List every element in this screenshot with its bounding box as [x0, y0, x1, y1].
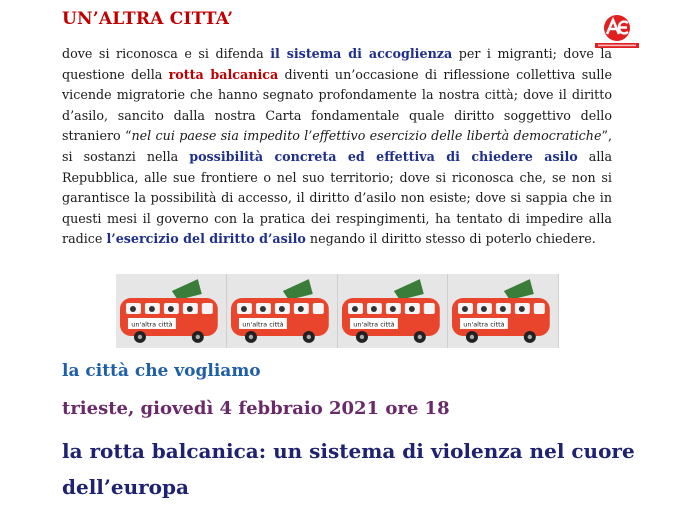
bus-illustration [116, 274, 227, 348]
bus-label: un'altra città [241, 320, 284, 329]
bus-illustration [448, 274, 559, 348]
constitution-quote: nel cui paese sia impedito l’effettivo esercizio delle libertà democratiche [131, 128, 602, 144]
highlight-chiedere-asilo: possibilità concreta ed effettiva di chiedere asilo [189, 148, 578, 164]
bus-illustration [338, 274, 449, 348]
bus-illustration [227, 274, 338, 348]
bus-label: un'altra città [463, 320, 505, 329]
event-topic: la rotta balcanica: un sistema di violenza nel cuore dell’europa [62, 439, 635, 499]
bus-label: un'altra città [352, 320, 395, 329]
bus-label: un'altra città [131, 320, 173, 329]
subtitle-citta: la città che vogliamo [62, 361, 261, 381]
page-title: UN’ALTRA CITTA’ [62, 9, 234, 29]
highlight-rotta-balcanica: rotta balcanica [168, 66, 279, 82]
highlight-diritto-asilo: l’esercizio del diritto d’asilo [106, 231, 306, 247]
manifesto-paragraph: dove si riconosca e si difenda il sistema di accoglienza per i migranti; dove la questione della rotta balcanica diventi un’occasione di riflessione collettiva sulle vicende migratorie che hanno segnato profondamente la nostra città; dove il diritto d’asilo, sancito dalla nostra Carta fondamentale quale diritto soggettivo dello straniero “nel cui paese sia impedito l’effettivo esercizio delle libertà democratiche”, si sostanzi nella possibilità concreta ed effettiva di chiedere asilo alla Repubblica, alle sue frontiere o nel suo territorio; dove si riconosca che, se non si garantisce la possibilità di accesso, il diritto d’asilo non esiste; dove si sappia che in questi mesi il governo con la pratica dei respingimenti, ha tentato di impedire alla radice l’esercizio del diritto d’asilo negando il diritto stesso di poterlo chiedere. [62, 46, 613, 247]
event-date: trieste, giovedì 4 febbraio 2021 ore 18 [62, 398, 450, 419]
bus-illustration-strip [116, 274, 559, 348]
highlight-accoglienza: il sistema di accoglienza [270, 46, 453, 61]
